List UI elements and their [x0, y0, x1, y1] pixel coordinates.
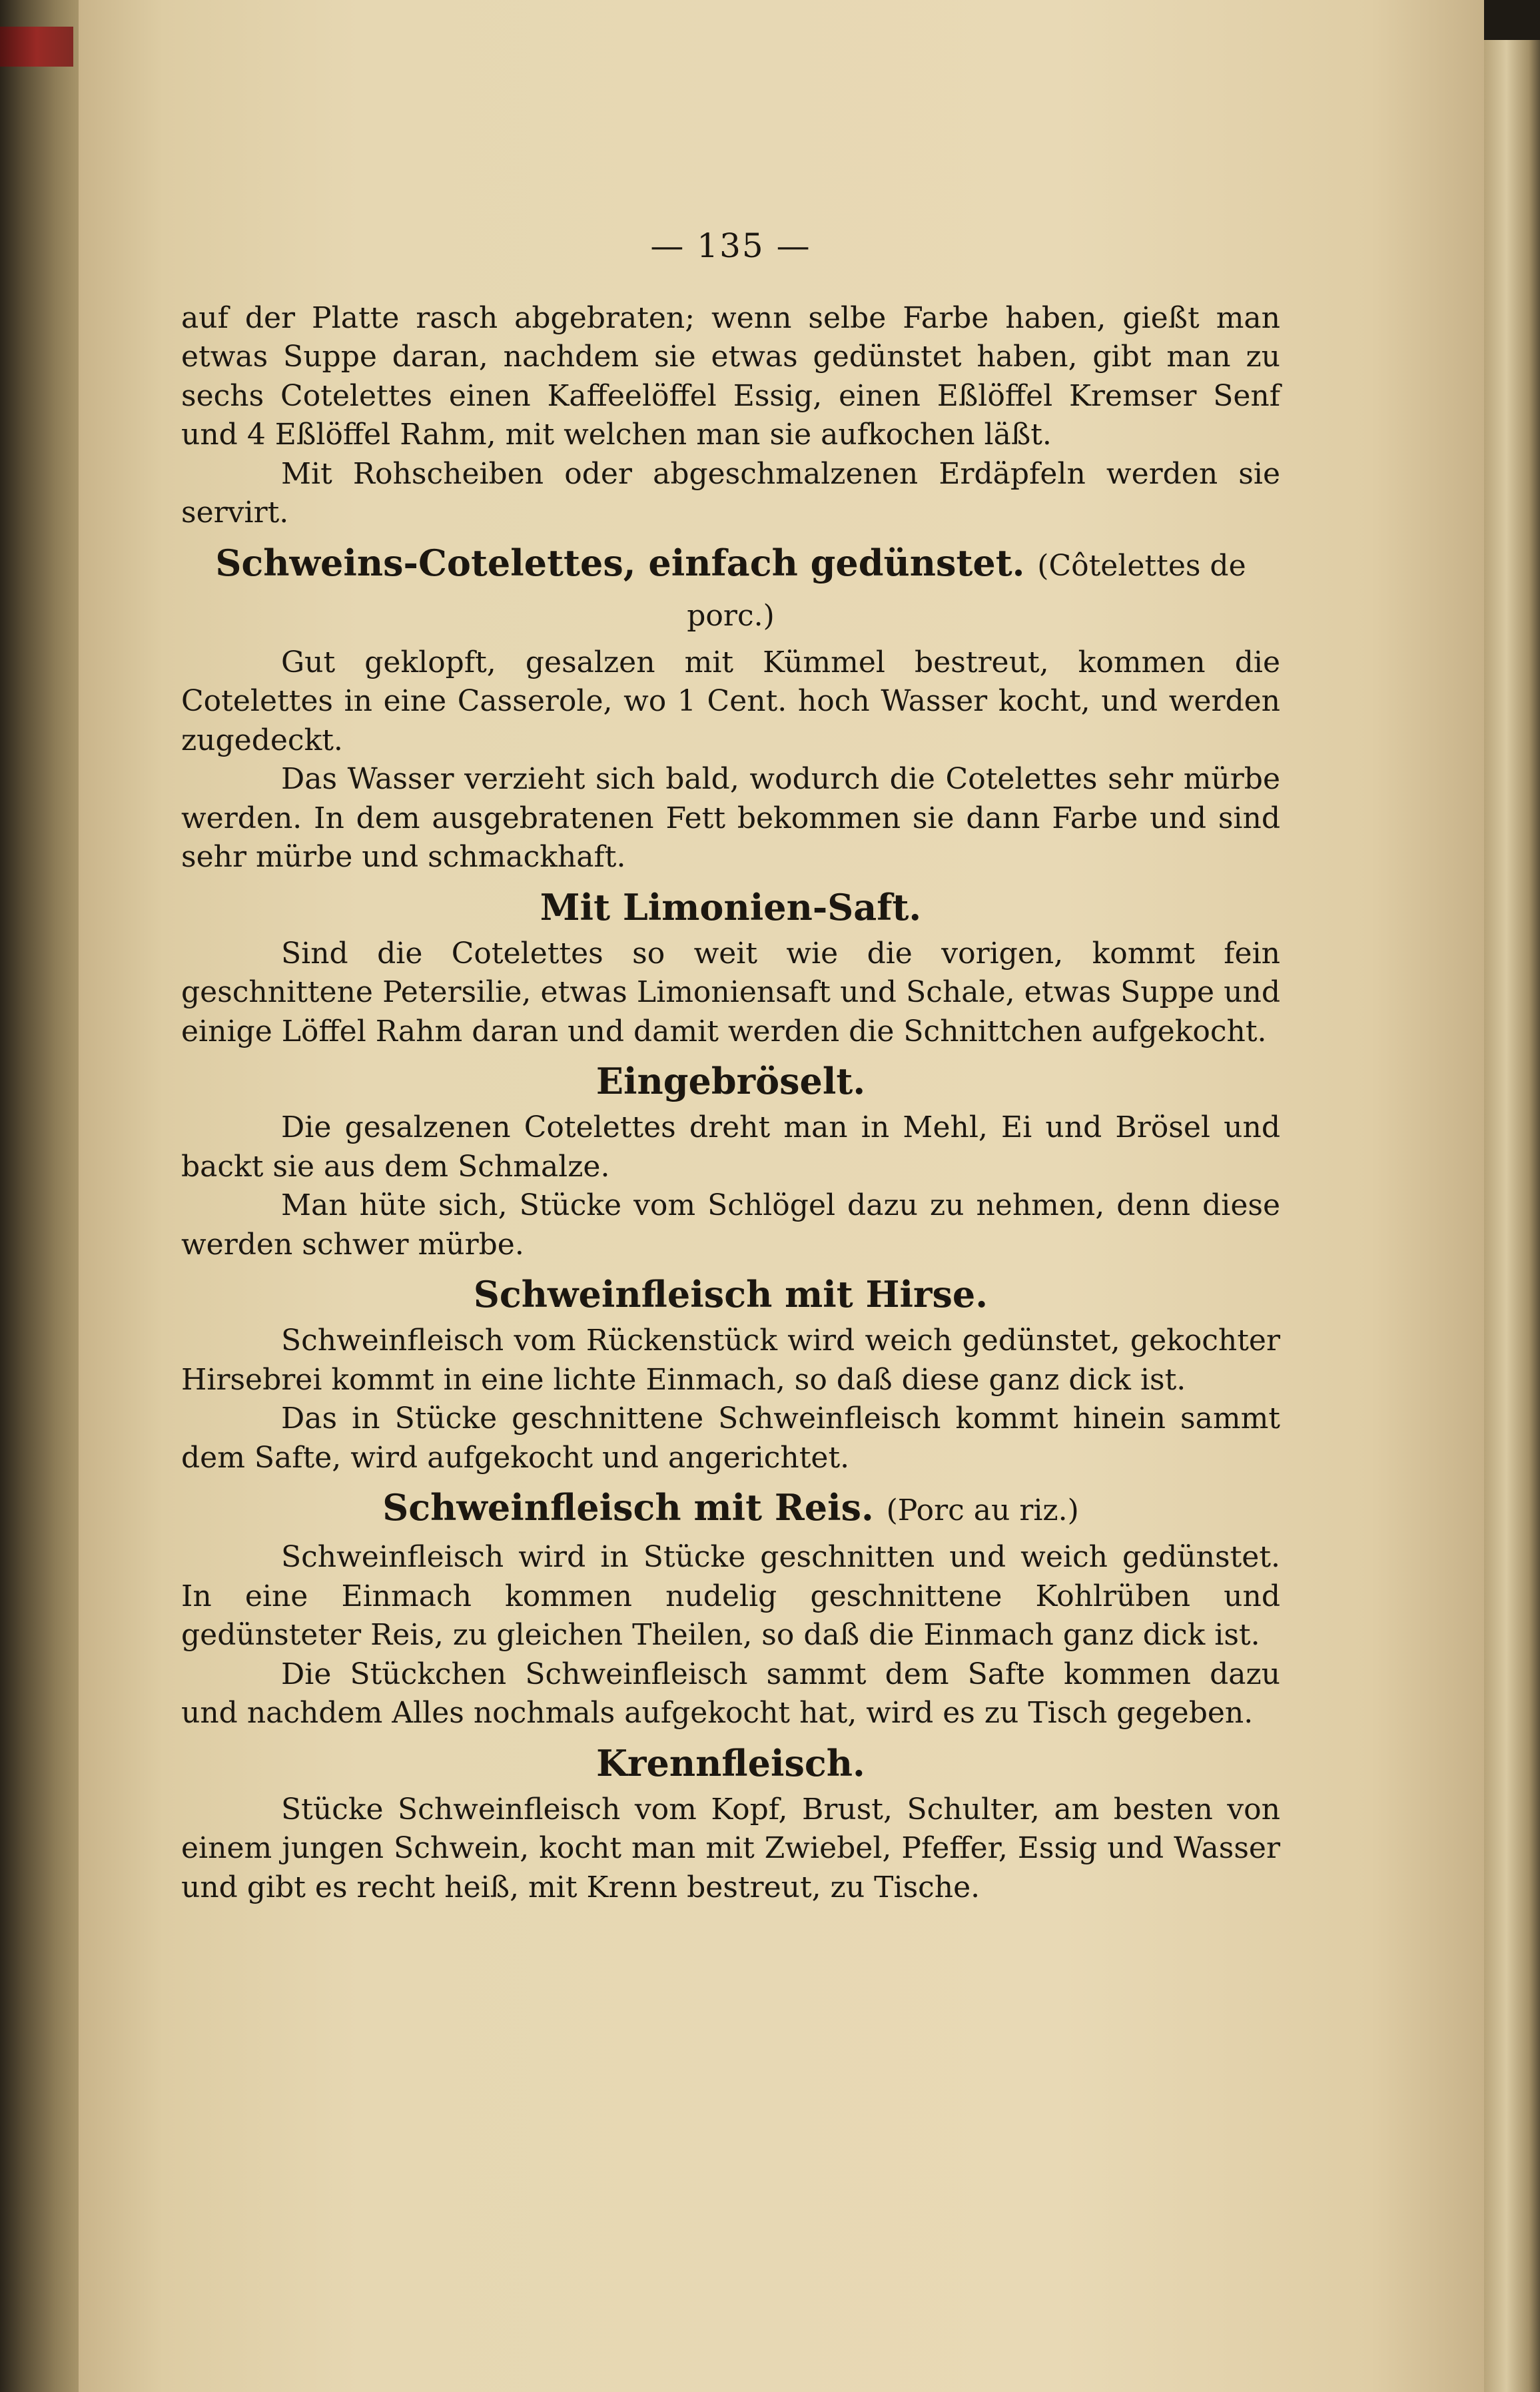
- section-heading: [181, 1271, 1280, 1318]
- page-stack-edge: [1484, 40, 1540, 2392]
- section-title: Krennfleisch.: [596, 1741, 865, 1785]
- section-title: Mit Limonien-Saft.: [540, 885, 922, 929]
- left-page-edge: [0, 0, 79, 2392]
- section-title: Schweinfleisch mit Reis.: [382, 1486, 874, 1529]
- paragraph: Sind die Cotelettes so weit wie die vorigen, kommt fein geschnittene Petersilie, etwas Limoniensaft und Schale, etwas Suppe und einige Löffel Rahm daran und damit werden die Schnittchen aufgekocht.: [181, 936, 1280, 1048]
- section-subtitle: (Côtelettes de porc.): [687, 548, 1246, 633]
- paragraph: Die gesalzenen Cotelettes dreht man in Mehl, Ei und Brösel und backt sie aus dem Schmalze.: [181, 1110, 1280, 1184]
- section-heading: [181, 1484, 1280, 1534]
- paragraph: Schweinfleisch wird in Stücke geschnitten und weich gedünstet. In eine Einmach kommen nudelig geschnittene Kohlrüben und gedünsteter Reis, zu gleichen Theilen, so daß die Einmach ganz dick ist.: [181, 1540, 1280, 1652]
- section-heading: [181, 1740, 1280, 1787]
- paragraph: Mit Rohscheiben oder abgeschmalzenen Erdäpfeln werden sie servirt.: [181, 456, 1280, 530]
- paragraph: Die Stückchen Schweinfleisch sammt dem Safte kommen dazu und nachdem Alles nochmals aufgekocht hat, wird es zu Tisch gegeben.: [181, 1657, 1280, 1730]
- section-heading: [181, 540, 1280, 639]
- paragraph: Schweinfleisch vom Rückenstück wird weich gedünstet, gekochter Hirsebrei kommt in eine lichte Einmach, so daß diese ganz dick ist.: [181, 1324, 1280, 1397]
- paragraph: auf der Platte rasch abgebraten; wenn selbe Farbe haben, gießt man etwas Suppe daran, nachdem sie etwas gedünstet haben, gibt man zu sechs Cotelettes einen Kaffeelöffel Essig, einen Eßlöffel Kremser Senf und 4 Eßlöffel Rahm, mit welchen man sie aufkochen läßt.: [181, 300, 1280, 452]
- page-text: [181, 226, 1280, 1907]
- section-heading: [181, 1058, 1280, 1104]
- section-heading: [181, 884, 1280, 931]
- paragraph: Gut geklopft, gesalzen mit Kümmel bestreut, kommen die Cotelettes in eine Casserole, wo 1 Cent. hoch Wasser kocht, und werden zugedeckt.: [181, 645, 1280, 757]
- section-title: Eingebröselt.: [595, 1060, 866, 1102]
- section-title: Schweins-Cotelettes, einfach gedünstet.: [215, 541, 1025, 584]
- binding-edge: [0, 27, 73, 67]
- page-number: — 135 —: [650, 226, 811, 265]
- paragraph: Das in Stücke geschnittene Schweinfleisch kommt hinein sammt dem Safte, wird aufgekocht und angerichtet.: [181, 1401, 1280, 1475]
- section-title: Schweinfleisch mit Hirse.: [473, 1273, 988, 1316]
- paragraph: Stücke Schweinfleisch vom Kopf, Brust, Schulter, am besten von einem jungen Schwein, kocht man mit Zwiebel, Pfeffer, Essig und Wasser und gibt es recht heiß, mit Krenn bestreut, zu Tische.: [181, 1792, 1280, 1904]
- paragraph: Man hüte sich, Stücke vom Schlögel dazu zu nehmen, denn diese werden schwer mürbe.: [181, 1188, 1280, 1262]
- section-subtitle: (Porc au riz.): [886, 1493, 1079, 1527]
- paragraph: Das Wasser verzieht sich bald, wodurch die Cotelettes sehr mürbe werden. In dem ausgebratenen Fett bekommen sie dann Farbe und sind sehr mürbe und schmackhaft.: [181, 762, 1280, 874]
